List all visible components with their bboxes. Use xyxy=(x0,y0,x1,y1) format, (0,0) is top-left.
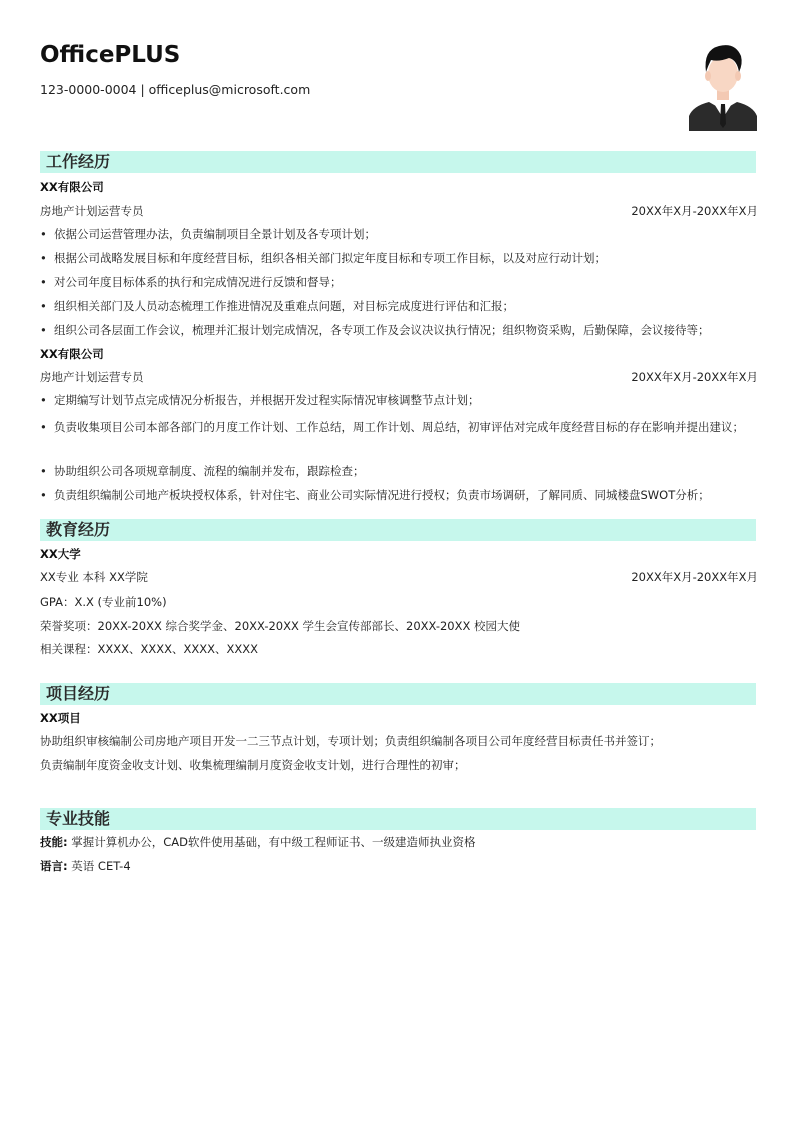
education-major-row xyxy=(40,569,756,585)
education-period: 20XX年X月-20XX年X月 xyxy=(631,570,758,584)
language-row xyxy=(40,858,756,874)
job-2-bullet-3: • 协助组织公司各项规章制度、流程的编制并发布，跟踪检查； xyxy=(40,463,756,479)
skills-section xyxy=(40,808,756,878)
education-gpa: GPA：X.X (专业前10%) xyxy=(40,595,167,609)
education-major: XX专业 本科 XX学院 xyxy=(40,570,148,584)
work-section-title: 工作经历 xyxy=(46,152,111,171)
job-1-bullet-2: • 根据公司战略发展目标和年度经营目标，组织各相关部门拟定年度目标和专项工作目标，以及对应行动计划； xyxy=(40,250,756,266)
education-school: XX大学 xyxy=(40,547,81,561)
job-1-company: XX有限公司 xyxy=(40,180,104,194)
project-section-header xyxy=(40,683,756,705)
language-text: 英语 CET-4 xyxy=(71,859,131,873)
job-1-bullet-4: • 组织相关部门及人员动态梳理工作推进情况及重难点问题，对目标完成度进行评估和汇报； xyxy=(40,298,756,314)
project-name: XX项目 xyxy=(40,711,81,725)
skills-section-header xyxy=(40,808,756,830)
work-section xyxy=(40,151,756,511)
project-line-1: 协助组织审核编制公司房地产项目开发一二三节点计划，专项计划；负责组织编制各项目公司年度经营目标责任书并签订； xyxy=(40,734,661,748)
job-1-period: 20XX年X月-20XX年X月 xyxy=(631,204,758,218)
skills-text: 掌握计算机办公，CAD软件使用基础，有中级工程师证书、一级建造师执业资格 xyxy=(71,835,476,849)
education-courses: 相关课程：XXXX、XXXX、XXXX、XXXX xyxy=(40,642,259,656)
project-line-2: 负责编制年度资金收支计划、收集梳理编制月度资金收支计划，进行合理性的初审； xyxy=(40,758,466,772)
skills-row xyxy=(40,834,756,850)
job-1-bullet-3: • 对公司年度目标体系的执行和完成情况进行反馈和督导； xyxy=(40,274,756,290)
skills-section-title: 专业技能 xyxy=(46,809,111,828)
job-2-bullet-4: • 负责组织编制公司地产板块授权体系，针对住宅、商业公司实际情况进行授权；负责市场调研，了解同质、同城楼盘SWOT分析； xyxy=(40,487,756,503)
avatar xyxy=(689,38,757,131)
skills-label: 技能: xyxy=(40,835,68,849)
job-2-bullet-2: • 负责收集项目公司本部各部门的月度工作计划、工作总结，周工作计划、周总结，初审评估对完成年度经营目标的存在影响并提出建议； xyxy=(40,416,756,439)
job-2-company: XX有限公司 xyxy=(40,347,104,361)
job-2-role-row xyxy=(40,369,756,385)
job-2-role: 房地产计划运营专员 xyxy=(40,370,144,384)
job-2-bullet-1: • 定期编写计划节点完成情况分析报告，并根据开发过程实际情况审核调整节点计划； xyxy=(40,392,756,408)
project-section-title: 项目经历 xyxy=(46,684,111,703)
project-section xyxy=(40,683,756,773)
job-1-role: 房地产计划运营专员 xyxy=(40,204,144,218)
language-label: 语言: xyxy=(40,859,68,873)
job-1-bullet-1: • 依据公司运营管理办法，负责编制项目全景计划及各专项计划； xyxy=(40,226,756,242)
job-1-role-row xyxy=(40,203,756,219)
education-honors: 荣誉奖项：20XX-20XX 综合奖学金、20XX-20XX 学生会宣传部部长、20XX-20XX 校园大使 xyxy=(40,619,521,633)
work-section-header xyxy=(40,151,756,173)
education-section-header xyxy=(40,519,756,541)
contact-info: 123-0000-0004 | officeplus@microsoft.com xyxy=(40,82,311,97)
education-section xyxy=(40,519,756,659)
education-section-title: 教育经历 xyxy=(46,520,111,539)
resume-name: OfficePLUS xyxy=(40,42,181,68)
job-1-bullet-5: • 组织公司各层面工作会议，梳理并汇报计划完成情况，各专项工作及会议决议执行情况；组织物资采购，后勤保障，会议接待等； xyxy=(40,322,756,338)
job-2-period: 20XX年X月-20XX年X月 xyxy=(631,370,758,384)
